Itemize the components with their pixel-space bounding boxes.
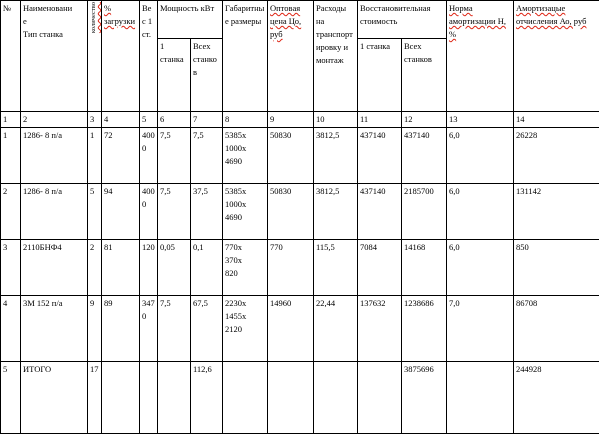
- row-dims: 770х 370х 820: [223, 240, 268, 296]
- row-transport: 3812,5: [314, 128, 358, 184]
- header-restore: Восстановительная стоимость: [358, 1, 447, 39]
- index-cell: 10: [314, 112, 358, 128]
- header-power-one: 1 станка: [158, 39, 191, 112]
- empty-cell: [140, 362, 158, 434]
- total-qty: 17: [88, 362, 102, 434]
- header-wholesale: Оптовая цена Цо, руб: [268, 1, 314, 112]
- index-cell: 6: [158, 112, 191, 128]
- row-transport: 115,5: [314, 240, 358, 296]
- total-power-all: 112,6: [191, 362, 223, 434]
- index-cell: 7: [191, 112, 223, 128]
- row-qty: 2: [88, 240, 102, 296]
- header-weight: Вес 1 ст.: [140, 1, 158, 112]
- row-weight: 120: [140, 240, 158, 296]
- header-no: №: [1, 1, 21, 112]
- empty-cell: [358, 362, 402, 434]
- header-row: [1, 1, 599, 39]
- row-price: 14960: [268, 296, 314, 362]
- row-price: 50830: [268, 184, 314, 240]
- header-power-all: Всех станков: [191, 39, 223, 112]
- row-type: 3М 152 п/а: [21, 296, 88, 362]
- index-cell: 14: [514, 112, 599, 128]
- row-power-one: 0,05: [158, 240, 191, 296]
- row-power-all: 37,5: [191, 184, 223, 240]
- row-no: 4: [1, 296, 21, 362]
- row-amort: 26228: [514, 128, 599, 184]
- index-cell: 11: [358, 112, 402, 128]
- row-load: 81: [102, 240, 140, 296]
- index-cell: 1: [1, 112, 21, 128]
- row-dims: 5385х 1000х 4690: [223, 184, 268, 240]
- row-restore-all: 1238686: [402, 296, 447, 362]
- row-power-all: 7,5: [191, 128, 223, 184]
- empty-cell: [447, 362, 514, 434]
- row-type: 1286- 8 п/а: [21, 184, 88, 240]
- total-label: ИТОГО: [21, 362, 88, 434]
- total-restore-all: 3875696: [402, 362, 447, 434]
- row-norm: 6,0: [447, 184, 514, 240]
- row-power-all: 0,1: [191, 240, 223, 296]
- row-type: 2110БНФ4: [21, 240, 88, 296]
- row-no: 1: [1, 128, 21, 184]
- row-restore-one: 137632: [358, 296, 402, 362]
- row-weight: 4000: [140, 184, 158, 240]
- row-qty: 5: [88, 184, 102, 240]
- row-amort: 131142: [514, 184, 599, 240]
- row-restore-one: 7084: [358, 240, 402, 296]
- row-restore-one: 437140: [358, 184, 402, 240]
- header-restore-all: Всех станков: [402, 39, 447, 112]
- index-row: [1, 112, 599, 128]
- row-norm: 7,0: [447, 296, 514, 362]
- row-qty: 1: [88, 128, 102, 184]
- header-qty: количество: [88, 1, 102, 112]
- header-power: Мощность кВт: [158, 1, 223, 39]
- index-cell: 2: [21, 112, 88, 128]
- table-row: [1, 184, 599, 240]
- row-power-one: 7,5: [158, 128, 191, 184]
- row-power-one: 7,5: [158, 296, 191, 362]
- index-cell: 8: [223, 112, 268, 128]
- row-norm: 6,0: [447, 128, 514, 184]
- empty-cell: [223, 362, 268, 434]
- row-price: 770: [268, 240, 314, 296]
- empty-cell: [268, 362, 314, 434]
- header-restore-one: 1 станка: [358, 39, 402, 112]
- row-restore-all: 437140: [402, 128, 447, 184]
- row-amort: 850: [514, 240, 599, 296]
- row-power-all: 67,5: [191, 296, 223, 362]
- row-restore-all: 14168: [402, 240, 447, 296]
- index-cell: 12: [402, 112, 447, 128]
- empty-cell: [314, 362, 358, 434]
- row-load: 89: [102, 296, 140, 362]
- index-cell: 5: [140, 112, 158, 128]
- table-row: [1, 128, 599, 184]
- header-name: Наименовани е Тип станка: [21, 1, 88, 112]
- row-weight: 4000: [140, 128, 158, 184]
- row-restore-all: 2185700: [402, 184, 447, 240]
- row-load: 72: [102, 128, 140, 184]
- row-power-one: 7,5: [158, 184, 191, 240]
- header-load: % загрузки: [102, 1, 140, 112]
- row-dims: 2230х 1455х 2120: [223, 296, 268, 362]
- header-dims: Габаритные размеры: [223, 1, 268, 112]
- row-load: 94: [102, 184, 140, 240]
- header-amort-ded: Амортизацые отчисления Ао, руб: [514, 1, 599, 112]
- index-cell: 13: [447, 112, 514, 128]
- row-dims: 5385х 1000х 4690: [223, 128, 268, 184]
- empty-cell: [158, 362, 191, 434]
- row-no: 2: [1, 184, 21, 240]
- row-restore-one: 437140: [358, 128, 402, 184]
- header-amort-norm: Норма амортизации Н, %: [447, 1, 514, 112]
- row-amort: 86708: [514, 296, 599, 362]
- total-no: 5: [1, 362, 21, 434]
- index-cell: 4: [102, 112, 140, 128]
- total-row: [1, 362, 599, 434]
- index-cell: 9: [268, 112, 314, 128]
- header-transport: Расходы на транспорт ировку и монтаж: [314, 1, 358, 112]
- row-price: 50830: [268, 128, 314, 184]
- index-cell: 3: [88, 112, 102, 128]
- row-no: 3: [1, 240, 21, 296]
- row-type: 1286- 8 п/а: [21, 128, 88, 184]
- row-weight: 3470: [140, 296, 158, 362]
- row-transport: 3812,5: [314, 184, 358, 240]
- row-transport: 22,44: [314, 296, 358, 362]
- row-norm: 6,0: [447, 240, 514, 296]
- total-amort: 244928: [514, 362, 599, 434]
- row-qty: 9: [88, 296, 102, 362]
- table-row: [1, 296, 599, 362]
- empty-cell: [102, 362, 140, 434]
- table-row: [1, 240, 599, 296]
